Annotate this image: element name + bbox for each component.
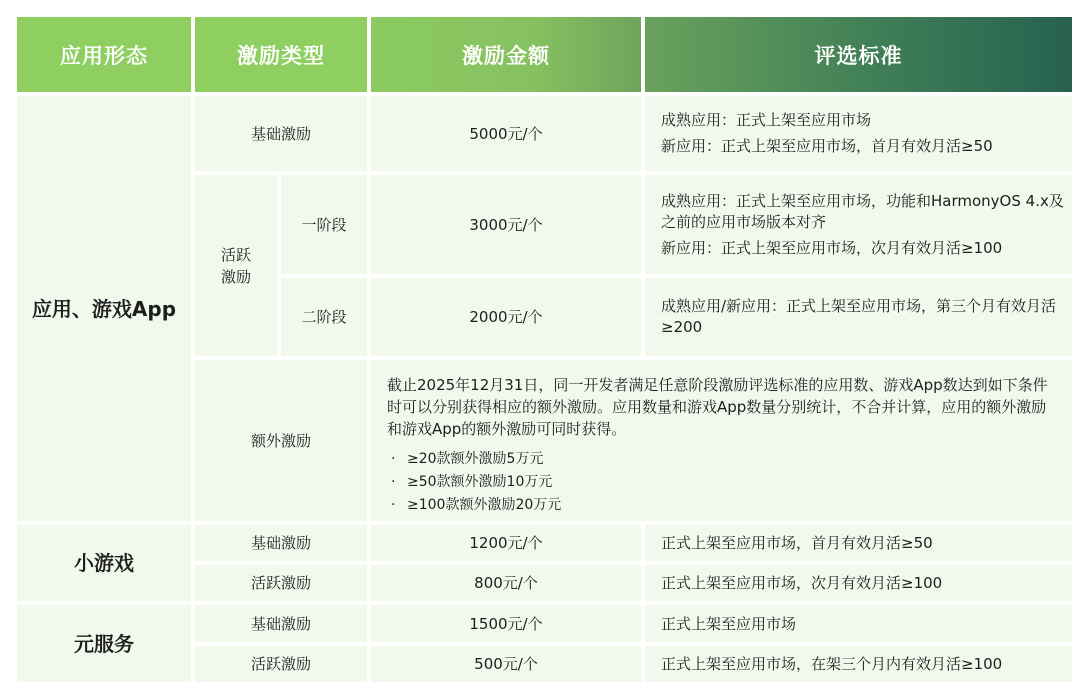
bullet: · [391, 451, 396, 467]
meta-service-amount-active: 500元/个 [371, 646, 641, 682]
mini-game-amount-active: 800元/个 [371, 565, 641, 601]
header-app-form: 应用形态 [17, 17, 191, 92]
criteria-basic [645, 96, 1072, 171]
type-basic: 基础激励 [195, 96, 367, 171]
amount-stage-1: 3000元/个 [371, 175, 641, 274]
amount-basic: 5000元/个 [371, 96, 641, 171]
bullet: · [391, 474, 396, 490]
header-incentive-amount: 激励金额 [371, 17, 641, 92]
bullet: · [391, 497, 396, 513]
type-active-line1: 活跃 [220, 245, 251, 264]
header-incentive-type: 激励类型 [195, 17, 367, 92]
type-active-line2: 激励 [220, 267, 251, 286]
meta-service-criteria-basic: 正式上架至应用市场 [645, 605, 1072, 642]
meta-service-amount-basic: 1500元/个 [371, 605, 641, 642]
criteria-line: 新应用：正式上架至应用市场，首月有效月活≥50 [661, 137, 993, 155]
list-item-text: ≥50款额外激励10万元 [407, 474, 553, 490]
header-criteria: 评选标准 [645, 17, 1072, 92]
list-item [387, 494, 561, 517]
form-meta-service: 元服务 [17, 605, 191, 682]
criteria-stage-1 [645, 175, 1072, 274]
amount-stage-2: 2000元/个 [371, 278, 641, 356]
extra-intro: 截止2025年12月31日，同一开发者满足任意阶段激励评选标准的应用数、游戏App数达到如下条件时可以分别获得相应的额外激励。应用数量和游戏App数量分别统计，不合并计算，应用的额外激励和游戏App的额外激励可同时获得。 [387, 376, 1048, 438]
list-item [387, 448, 561, 471]
stage-2: 二阶段 [281, 278, 367, 356]
mini-game-amount-basic: 1200元/个 [371, 525, 641, 561]
stage-1: 一阶段 [281, 175, 367, 274]
list-item [387, 471, 561, 494]
meta-service-criteria-active: 正式上架至应用市场，在架三个月内有效月活≥100 [645, 646, 1072, 682]
mini-game-type-active: 活跃激励 [195, 565, 367, 601]
meta-service-type-active: 活跃激励 [195, 646, 367, 682]
meta-service-type-basic: 基础激励 [195, 605, 367, 642]
extra-description [371, 360, 1072, 521]
criteria-line: 新应用：正式上架至应用市场，次月有效月活≥100 [661, 238, 1003, 257]
criteria-line: 成熟应用：正式上架至应用市场，功能和HarmonyOS 4.x及之前的应用市场版本对齐 [661, 191, 1064, 231]
list-item-text: ≥20款额外激励5万元 [407, 451, 544, 467]
criteria-stage-2 [645, 278, 1072, 356]
list-item-text: ≥100款额外激励20万元 [407, 497, 562, 513]
criteria-line: 成熟应用：正式上架至应用市场 [661, 111, 872, 129]
type-active [195, 175, 277, 356]
form-mini-game: 小游戏 [17, 525, 191, 601]
extra-list [387, 448, 561, 517]
mini-game-criteria-active: 正式上架至应用市场，次月有效月活≥100 [645, 565, 1072, 601]
mini-game-type-basic: 基础激励 [195, 525, 367, 561]
mini-game-criteria-basic: 正式上架至应用市场，首月有效月活≥50 [645, 525, 1072, 561]
criteria-line: 成熟应用/新应用：正式上架至应用市场，第三个月有效月活≥200 [661, 297, 1057, 336]
type-extra: 额外激励 [195, 360, 367, 521]
form-app-game: 应用、游戏App [17, 96, 191, 521]
